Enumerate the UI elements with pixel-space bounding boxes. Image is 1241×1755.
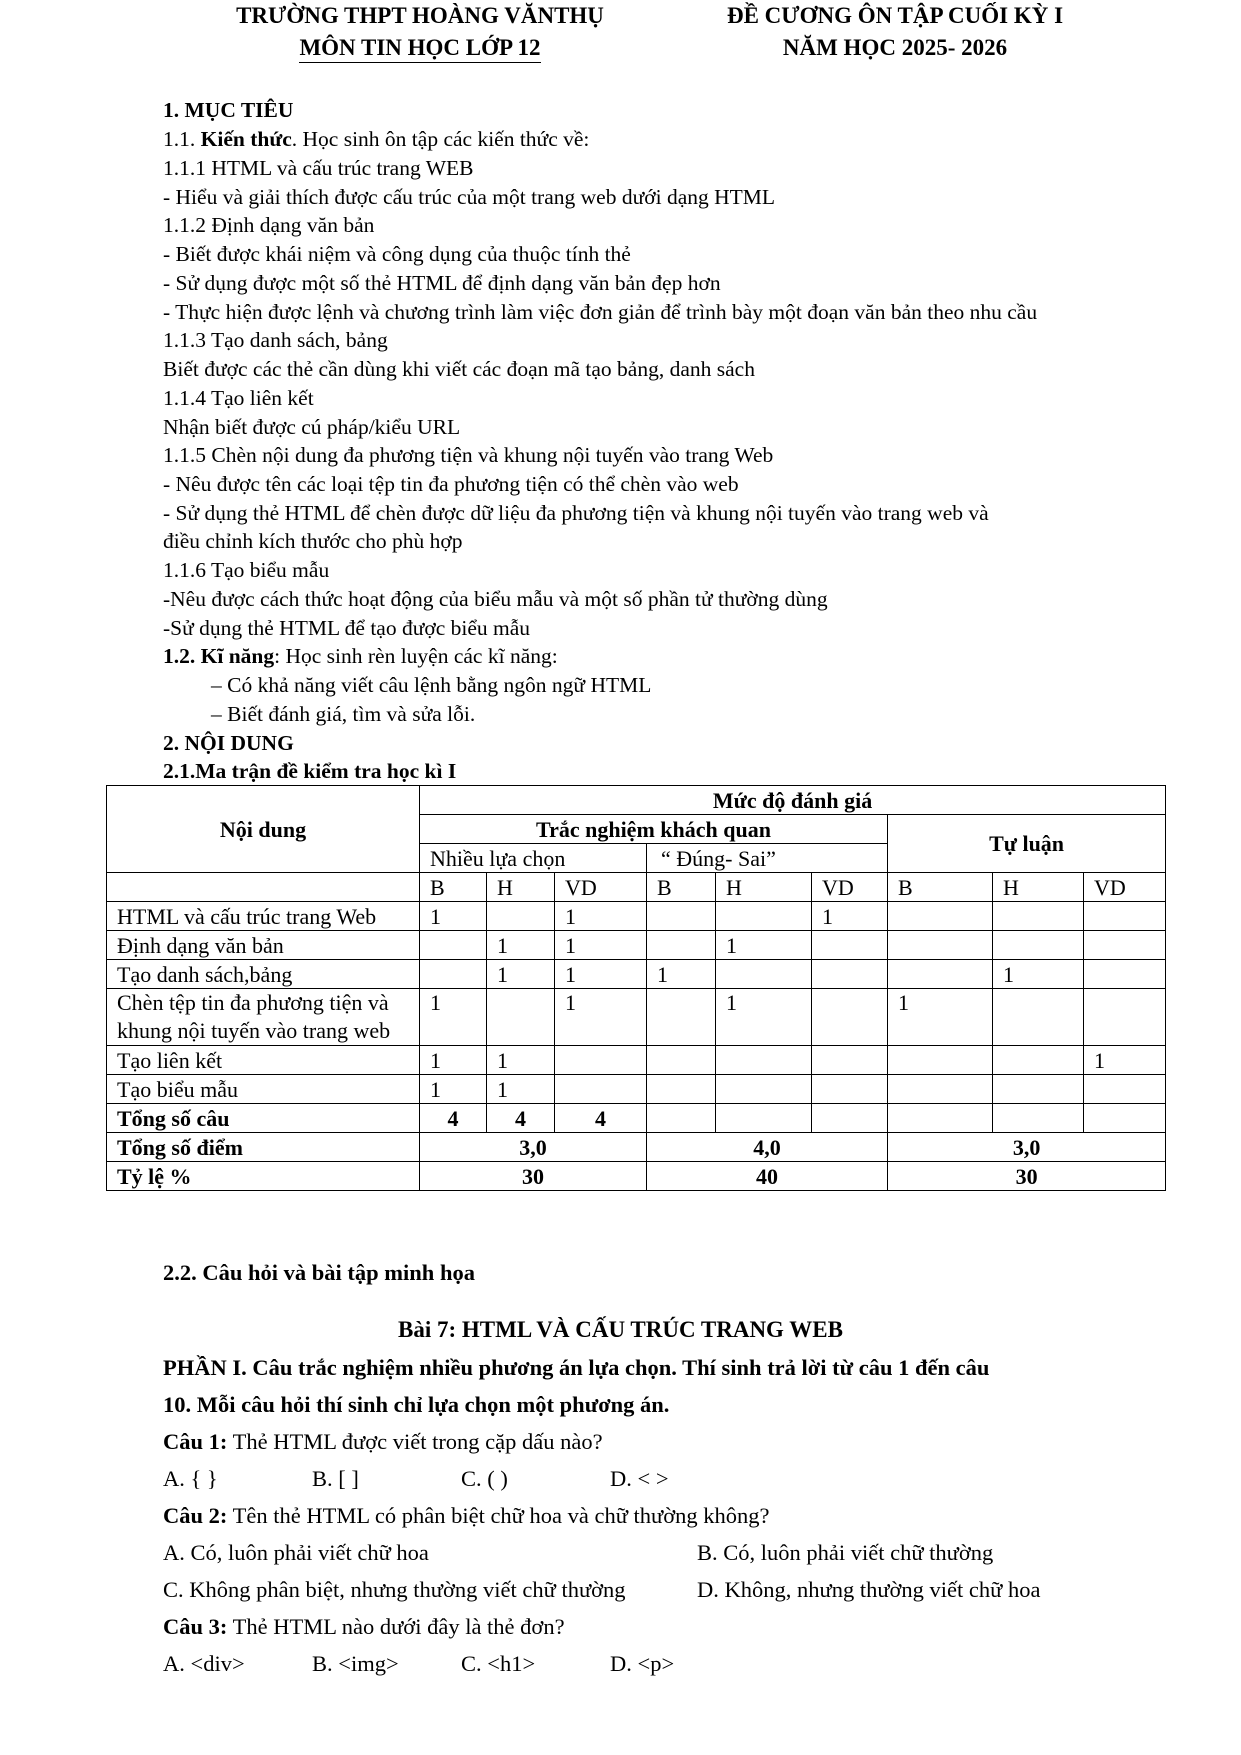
table-cell [716, 960, 812, 989]
table-cell [812, 1075, 888, 1104]
table-cell [993, 931, 1084, 960]
document-title: ĐỀ CƯƠNG ÔN TẬP CUỐI KỲ I [726, 3, 1064, 28]
table-cell: 1 [420, 1075, 487, 1104]
level-cell: H [993, 873, 1084, 902]
objective-line: 1.1.1 HTML và cấu trúc trang WEB [163, 156, 474, 180]
table-cell: 1 [420, 1046, 487, 1075]
table-cell [993, 1075, 1084, 1104]
q3-option-a: A. <div> [163, 1651, 245, 1676]
table-cell [812, 960, 888, 989]
level-cell: VD [555, 873, 647, 902]
objective-line: Biết được các thẻ cần dùng khi viết các đoạn mã tạo bảng, danh sách [163, 357, 755, 381]
matrix-heading: 2.1.Ma trận đề kiểm tra học kì I [163, 759, 457, 783]
question-3 [163, 1611, 565, 1643]
table-cell [716, 902, 812, 931]
table-cell: 1 [716, 989, 812, 1046]
skills-text: : Học sinh rèn luyện các kĩ năng: [274, 644, 558, 668]
school-year: NĂM HỌC 2025- 2026 [782, 35, 1008, 60]
row-label: Tạo liên kết [107, 1046, 420, 1075]
table-row [107, 1046, 1166, 1075]
q1-option-b: B. [ ] [312, 1466, 359, 1491]
table-cell: 1 [812, 902, 888, 931]
table-cell [1084, 902, 1166, 931]
table-cell [888, 1075, 993, 1104]
knowledge-line [163, 125, 589, 153]
table-cell: 1 [647, 960, 716, 989]
content-heading: 2. NỘI DUNG [163, 731, 294, 755]
table-cell: 1 [555, 989, 647, 1046]
table-cell: 1 [555, 902, 647, 931]
table-row-ratio [107, 1162, 1166, 1191]
table-cell [555, 1075, 647, 1104]
table-cell: 30 [888, 1162, 1166, 1191]
table-cell [647, 1075, 716, 1104]
row-label: Tổng số câu [107, 1104, 420, 1133]
assessment-matrix-table [106, 785, 1166, 1191]
table-cell [1084, 1075, 1166, 1104]
table-cell [716, 1104, 812, 1133]
header-objective: Trắc nghiệm khách quan [420, 815, 888, 844]
level-cell: B [420, 873, 487, 902]
table-cell: 1 [487, 931, 555, 960]
table-cell [647, 902, 716, 931]
table-cell: 4 [420, 1104, 487, 1133]
table-cell: 1 [716, 931, 812, 960]
objectives-heading: 1. MỤC TIÊU [163, 98, 294, 122]
header-essay: Tự luận [888, 815, 1166, 873]
table-cell: 1 [487, 960, 555, 989]
q1-option-a: A. { } [163, 1466, 218, 1491]
objective-line: - Biết được khái niệm và công dụng của thuộc tính thẻ [163, 242, 631, 266]
table-row-total-questions [107, 1104, 1166, 1133]
skill-item: – Có khả năng viết câu lệnh bằng ngôn ngữ HTML [211, 673, 652, 697]
q1-option-c: C. ( ) [461, 1466, 508, 1491]
table-cell: 1 [555, 960, 647, 989]
objective-line: - Nêu được tên các loại tệp tin đa phương tiện có thể chèn vào web [163, 472, 739, 496]
table-cell [647, 1046, 716, 1075]
objective-line: 1.1.3 Tạo danh sách, bảng [163, 328, 388, 352]
table-cell [420, 931, 487, 960]
part1-instruction-line1: PHẦN I. Câu trắc nghiệm nhiều phương án lựa chọn. Thí sinh trả lời từ câu 1 đến câu [163, 1355, 990, 1380]
table-cell [888, 902, 993, 931]
objective-line: Nhận biết được cú pháp/kiểu URL [163, 415, 461, 439]
question-text: Tên thẻ HTML có phân biệt chữ hoa và chữ thường không? [227, 1503, 770, 1528]
table-row [107, 902, 1166, 931]
level-cell: H [487, 873, 555, 902]
objective-line: - Sử dụng được một số thẻ HTML để định dạng văn bản đẹp hơn [163, 271, 721, 295]
part1-instruction-line2: 10. Mỗi câu hỏi thí sinh chỉ lựa chọn một phương án. [163, 1392, 670, 1417]
level-cell: B [647, 873, 716, 902]
table-cell: 4,0 [647, 1133, 888, 1162]
table-cell [812, 1104, 888, 1133]
table-cell [888, 960, 993, 989]
table-row [107, 960, 1166, 989]
table-cell [716, 1046, 812, 1075]
table-row [107, 931, 1166, 960]
table-cell [888, 1046, 993, 1075]
table-cell: 1 [1084, 1046, 1166, 1075]
table-cell [812, 989, 888, 1046]
row-label: Tổng số điểm [107, 1133, 420, 1162]
table-cell [1084, 960, 1166, 989]
lesson-title: Bài 7: HTML VÀ CẤU TRÚC TRANG WEB [398, 1317, 843, 1342]
knowledge-label: Kiến thức [200, 127, 292, 151]
table-cell [555, 1046, 647, 1075]
header-multiple-choice: Nhiều lựa chọn [420, 844, 647, 873]
level-cell: B [888, 873, 993, 902]
objective-line: 1.1.4 Tạo liên kết [163, 386, 314, 410]
table-cell [888, 1104, 993, 1133]
table-cell [647, 989, 716, 1046]
subject-name: MÔN TIN HỌC LỚP 12 [299, 34, 540, 63]
table-cell: 4 [487, 1104, 555, 1133]
q2-option-a: A. Có, luôn phải viết chữ hoa [163, 1540, 429, 1565]
objective-line: -Nêu được cách thức hoạt động của biểu mẫu và một số phần tử thường dùng [163, 587, 828, 611]
table-cell [993, 902, 1084, 931]
objective-line: 1.1.5 Chèn nội dung đa phương tiện và khung nội tuyến vào trang Web [163, 443, 774, 467]
table-cell [487, 902, 555, 931]
q2-option-d: D. Không, nhưng thường viết chữ hoa [697, 1577, 1041, 1602]
table-cell [647, 931, 716, 960]
question-1 [163, 1426, 603, 1458]
table-cell [1084, 931, 1166, 960]
row-label: Tỷ lệ % [107, 1162, 420, 1191]
table-row [107, 1075, 1166, 1104]
question-text: Thẻ HTML nào dưới đây là thẻ đơn? [227, 1614, 565, 1639]
level-cell: VD [812, 873, 888, 902]
table-cell: 3,0 [888, 1133, 1166, 1162]
q3-option-d: D. <p> [610, 1651, 675, 1676]
table-cell [993, 1104, 1084, 1133]
row-label: HTML và cấu trúc trang Web [107, 902, 420, 931]
header-true-false: “ Đúng- Sai” [647, 844, 888, 873]
table-cell [420, 960, 487, 989]
objective-line: - Thực hiện được lệnh và chương trình làm việc đơn giản để trình bày một đoạn văn bản theo nhu cầu [163, 300, 1038, 324]
q3-option-c: C. <h1> [461, 1651, 536, 1676]
table-cell [888, 931, 993, 960]
table-cell: 3,0 [420, 1133, 647, 1162]
question-number: Câu 1: [163, 1429, 228, 1454]
table-cell [993, 989, 1084, 1046]
q3-option-b: B. <img> [312, 1651, 399, 1676]
table-cell [812, 1046, 888, 1075]
row-label: Tạo biểu mẫu [107, 1075, 420, 1104]
question-2 [163, 1500, 770, 1532]
row-label: Tạo danh sách,bảng [107, 960, 420, 989]
row-label-line2: khung nội tuyến vào trang web [117, 1018, 391, 1043]
objective-line: 1.1.6 Tạo biểu mẫu [163, 558, 330, 582]
practice-heading: 2.2. Câu hỏi và bài tập minh họa [163, 1260, 475, 1285]
table-cell: 1 [420, 902, 487, 931]
row-label-line1: Chèn tệp tin đa phương tiện và [117, 990, 389, 1015]
table-cell: 30 [420, 1162, 647, 1191]
table-cell: 1 [487, 1046, 555, 1075]
level-cell: VD [1084, 873, 1166, 902]
question-number: Câu 2: [163, 1503, 228, 1528]
skills-label: 1.2. Kĩ năng [163, 644, 275, 668]
school-header [200, 0, 640, 64]
q2-option-b: B. Có, luôn phải viết chữ thường [697, 1540, 994, 1565]
table-cell: 40 [647, 1162, 888, 1191]
q2-option-c: C. Không phân biệt, nhưng thường viết chữ thường [163, 1577, 626, 1602]
table-cell [1084, 989, 1166, 1046]
header-level: Mức độ đánh giá [420, 786, 1166, 815]
table-cell [647, 1104, 716, 1133]
table-cell: 1 [555, 931, 647, 960]
table-cell [1084, 1104, 1166, 1133]
table-cell: 4 [555, 1104, 647, 1133]
objective-line: - Hiểu và giải thích được cấu trúc của một trang web dưới dạng HTML [163, 185, 776, 209]
school-name: TRƯỜNG THPT HOÀNG VĂNTHỤ [236, 3, 604, 28]
objective-line: -Sử dụng thẻ HTML để tạo được biểu mẫu [163, 616, 531, 640]
skills-line [163, 642, 558, 670]
header-content: Nội dung [107, 786, 420, 873]
table-cell: 1 [888, 989, 993, 1046]
q1-option-d: D. < > [610, 1466, 669, 1491]
level-cell: H [716, 873, 812, 902]
table-cell [487, 989, 555, 1046]
row-label: Định dạng văn bản [107, 931, 420, 960]
table-cell: 1 [993, 960, 1084, 989]
skill-item: – Biết đánh giá, tìm và sửa lỗi. [211, 702, 476, 726]
table-cell: 1 [487, 1075, 555, 1104]
table-cell [993, 1046, 1084, 1075]
question-number: Câu 3: [163, 1614, 228, 1639]
document-header [700, 0, 1090, 64]
objective-line: điều chỉnh kích thước cho phù hợp [163, 529, 463, 553]
question-text: Thẻ HTML được viết trong cặp dấu nào? [227, 1429, 603, 1454]
row-label [107, 989, 420, 1046]
table-cell: 1 [420, 989, 487, 1046]
objective-line: 1.1.2 Định dạng văn bản [163, 213, 375, 237]
knowledge-prefix: 1.1. [163, 127, 201, 151]
table-cell [716, 1075, 812, 1104]
knowledge-text: . Học sinh ôn tập các kiến thức về: [291, 127, 590, 151]
empty-cell [107, 873, 420, 902]
objective-line: - Sử dụng thẻ HTML để chèn được dữ liệu đa phương tiện và khung nội tuyến vào trang web và [163, 501, 989, 525]
table-row [107, 989, 1166, 1046]
table-cell [812, 931, 888, 960]
table-row-total-points [107, 1133, 1166, 1162]
